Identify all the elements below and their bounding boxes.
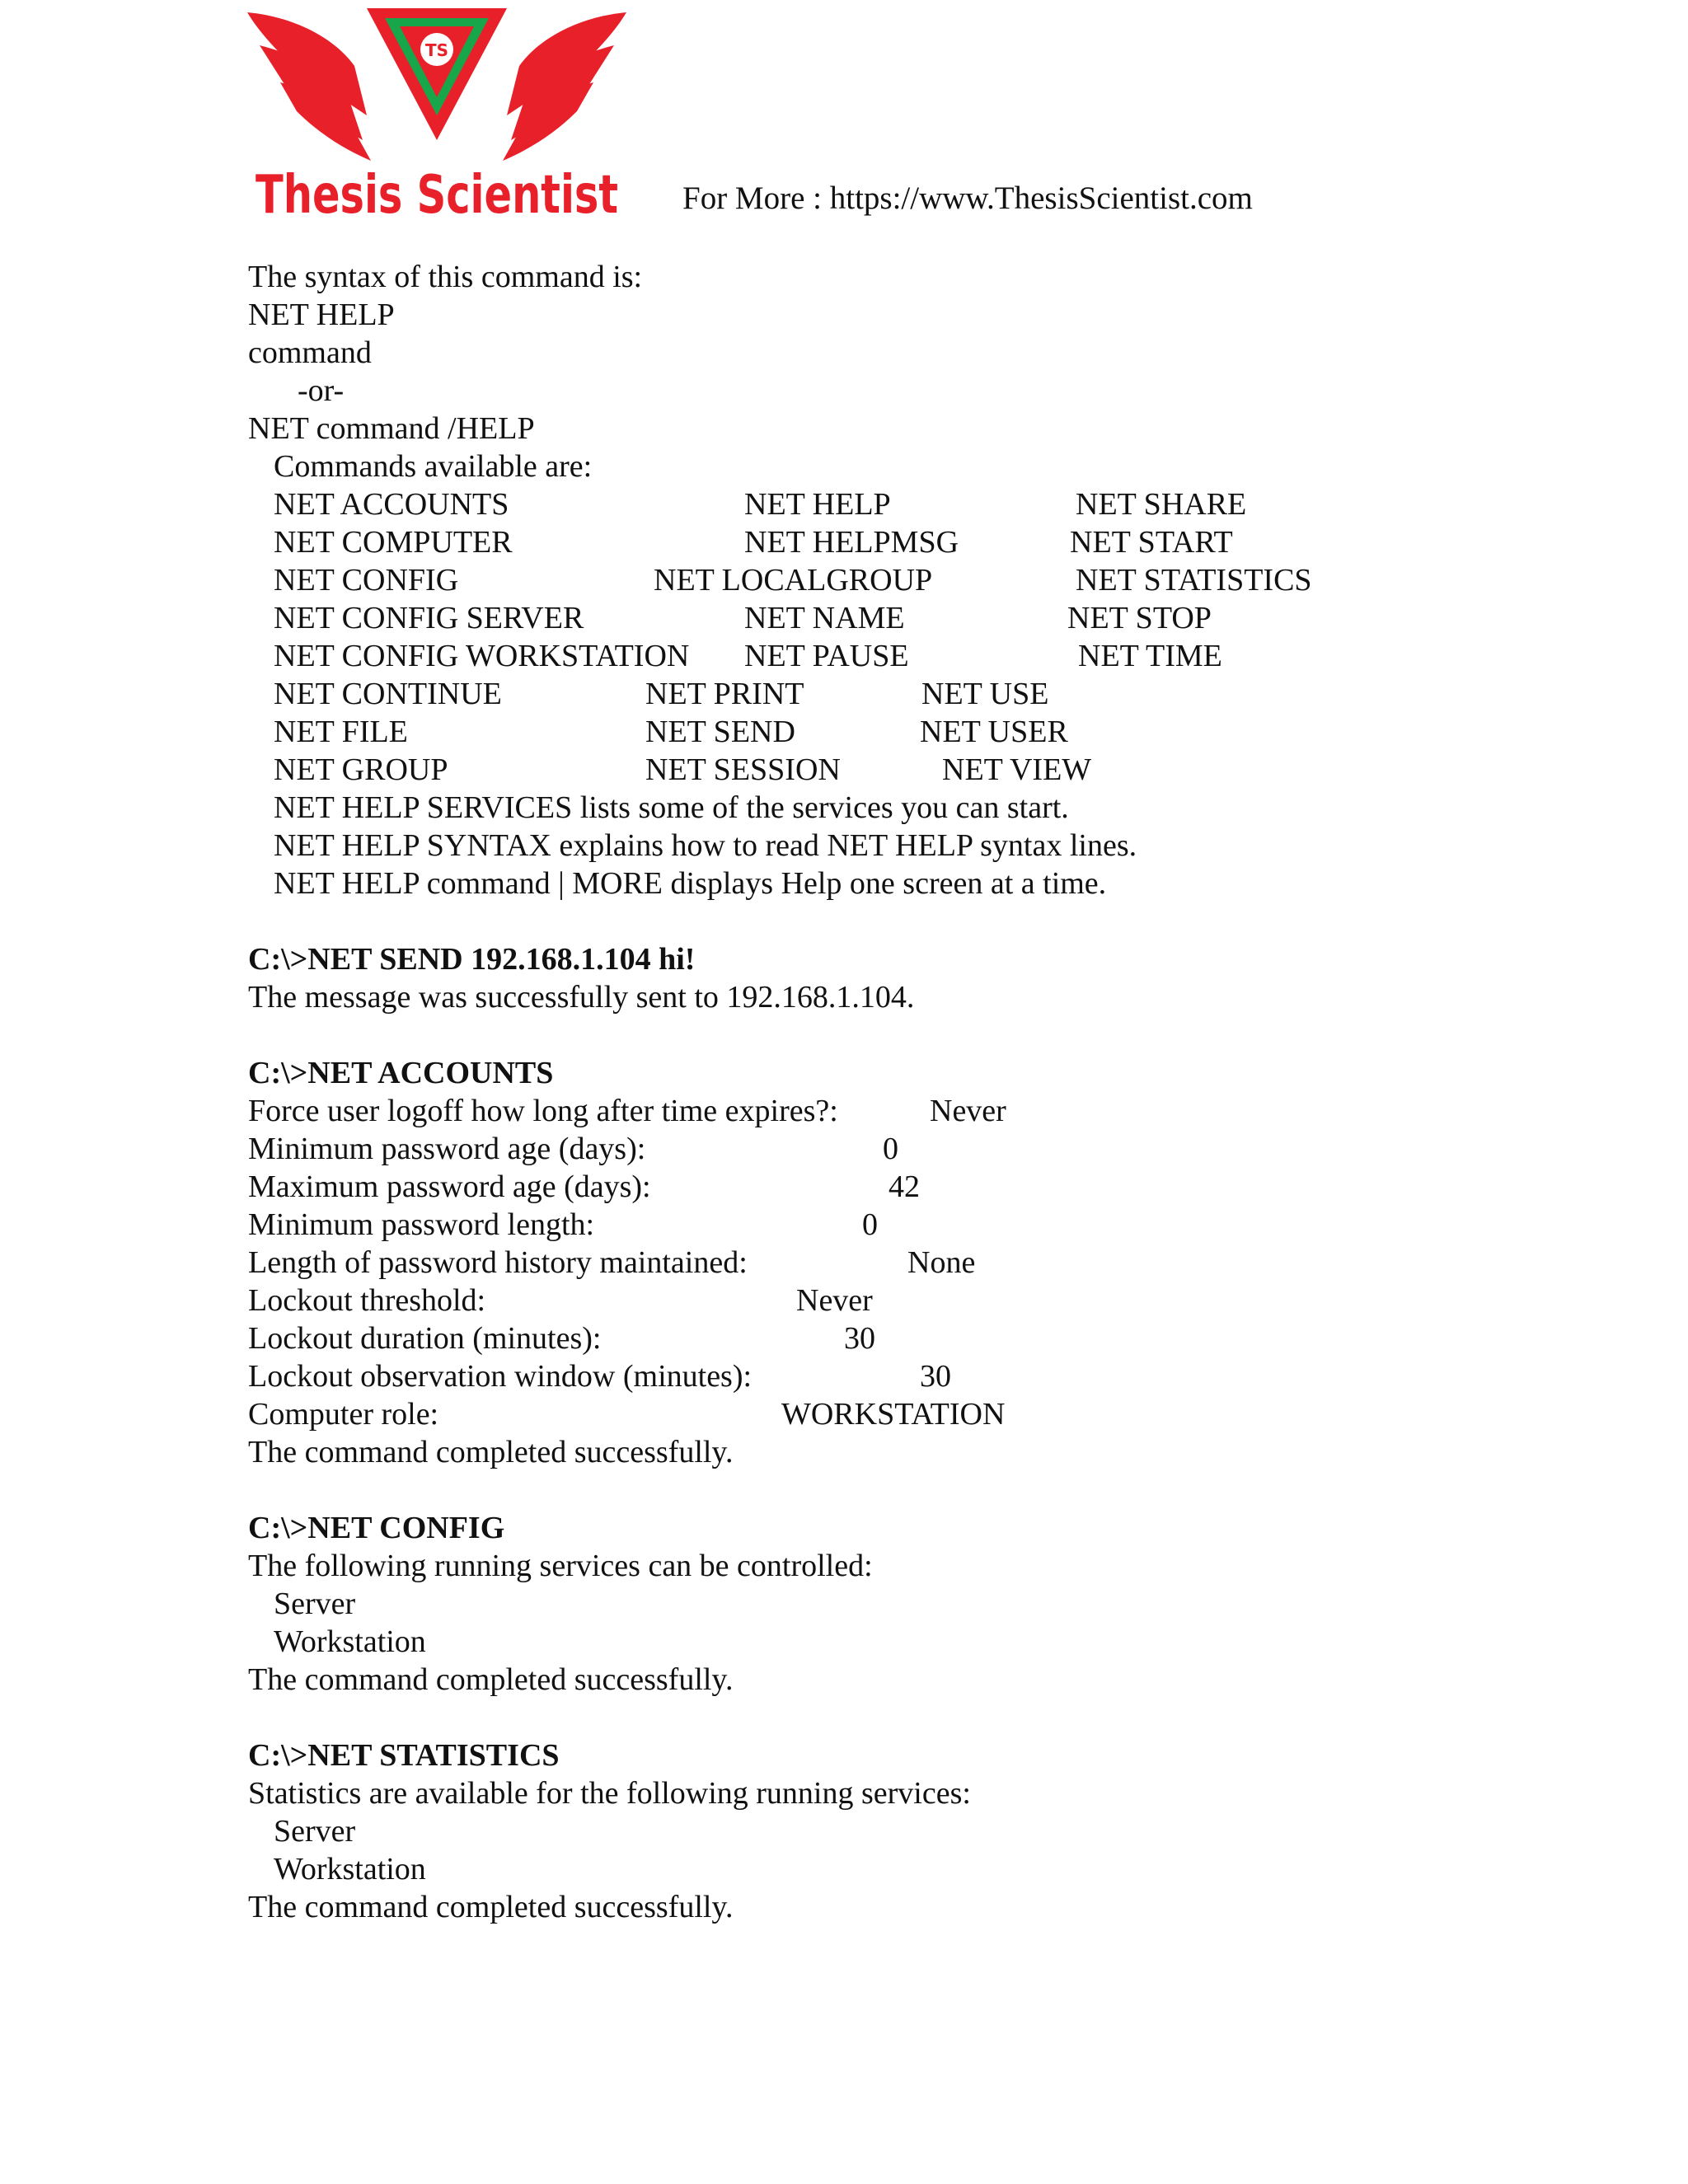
- syntax-or: -or-: [298, 373, 345, 408]
- command-item: NET SESSION: [645, 752, 841, 787]
- thesis-scientist-logo: [243, 0, 631, 231]
- net-statistics-command: C:\>NET STATISTICS: [248, 1738, 560, 1773]
- syntax-line-1: NET HELP: [248, 298, 395, 332]
- command-item: NET LOCALGROUP: [654, 563, 933, 598]
- account-setting-value: 42: [889, 1169, 920, 1204]
- account-setting-label: Computer role:: [248, 1397, 439, 1432]
- account-setting-label: Lockout duration (minutes):: [248, 1321, 602, 1356]
- command-item: NET STATISTICS: [1076, 563, 1312, 598]
- command-item: NET COMPUTER: [274, 525, 513, 560]
- command-item: NET ACCOUNTS: [274, 487, 509, 522]
- service-item: Server: [274, 1586, 356, 1621]
- service-item: Server: [274, 1814, 356, 1849]
- command-item: NET CONFIG WORKSTATION: [274, 639, 690, 673]
- net-statistics-completed: The command completed successfully.: [248, 1890, 734, 1924]
- command-item: NET USE: [921, 677, 1049, 711]
- account-setting-label: Lockout observation window (minutes):: [248, 1359, 753, 1394]
- syntax-line-2: command: [248, 335, 372, 370]
- command-item: NET HELP: [744, 487, 891, 522]
- logo-initials: TS: [424, 40, 449, 60]
- command-item: NET CONFIG SERVER: [274, 601, 584, 635]
- account-setting-label: Minimum password age (days):: [248, 1132, 646, 1166]
- account-setting-value: 0: [883, 1132, 898, 1166]
- command-item: NET SEND: [645, 715, 795, 749]
- command-item: NET START: [1070, 525, 1233, 560]
- logo-wordmark: Thesis Scientist: [256, 165, 618, 226]
- command-item: NET STOP: [1067, 601, 1212, 635]
- help-note: NET HELP SERVICES lists some of the services you can start.: [274, 790, 1069, 825]
- account-setting-value: 0: [862, 1207, 878, 1242]
- account-setting-value: WORKSTATION: [781, 1397, 1006, 1432]
- syntax-intro: The syntax of this command is:: [248, 260, 643, 294]
- command-item: NET CONFIG: [274, 563, 459, 598]
- net-send-result: The message was successfully sent to 192.168.1.104.: [248, 980, 915, 1015]
- more-info-link[interactable]: For More : https://www.ThesisScientist.com: [682, 180, 1253, 216]
- account-setting-value: 30: [844, 1321, 875, 1356]
- service-item: Workstation: [274, 1852, 426, 1886]
- account-setting-value: 30: [920, 1359, 951, 1394]
- account-setting-label: Force user logoff how long after time expires?:: [248, 1094, 838, 1128]
- net-config-command: C:\>NET CONFIG: [248, 1511, 505, 1545]
- net-send-command: C:\>NET SEND 192.168.1.104 hi!: [248, 942, 696, 977]
- account-setting-label: Maximum password age (days):: [248, 1169, 651, 1204]
- net-config-completed: The command completed successfully.: [248, 1662, 734, 1697]
- net-accounts-completed: The command completed successfully.: [248, 1435, 734, 1469]
- account-setting-label: Length of password history maintained:: [248, 1245, 748, 1280]
- command-item: NET FILE: [274, 715, 408, 749]
- service-item: Workstation: [274, 1624, 426, 1659]
- help-note: NET HELP command | MORE displays Help one screen at a time.: [274, 866, 1107, 901]
- net-accounts-command: C:\>NET ACCOUNTS: [248, 1056, 554, 1090]
- command-item: NET PRINT: [645, 677, 804, 711]
- syntax-line-3: NET command /HELP: [248, 411, 535, 446]
- help-note: NET HELP SYNTAX explains how to read NET HELP syntax lines.: [274, 828, 1137, 863]
- account-setting-label: Minimum password length:: [248, 1207, 595, 1242]
- command-item: NET USER: [920, 715, 1068, 749]
- account-setting-value: None: [907, 1245, 976, 1280]
- command-item: NET CONTINUE: [274, 677, 502, 711]
- command-item: NET VIEW: [942, 752, 1092, 787]
- command-item: NET SHARE: [1076, 487, 1247, 522]
- account-setting-label: Lockout threshold:: [248, 1283, 486, 1318]
- command-item: NET HELPMSG: [744, 525, 959, 560]
- command-item: NET GROUP: [274, 752, 448, 787]
- commands-available-heading: Commands available are:: [274, 449, 593, 484]
- net-config-intro: The following running services can be controlled:: [248, 1549, 873, 1583]
- account-setting-value: Never: [930, 1094, 1006, 1128]
- net-statistics-intro: Statistics are available for the following running services:: [248, 1776, 971, 1811]
- command-item: NET NAME: [744, 601, 905, 635]
- command-item: NET PAUSE: [744, 639, 909, 673]
- account-setting-value: Never: [796, 1283, 873, 1318]
- command-item: NET TIME: [1078, 639, 1222, 673]
